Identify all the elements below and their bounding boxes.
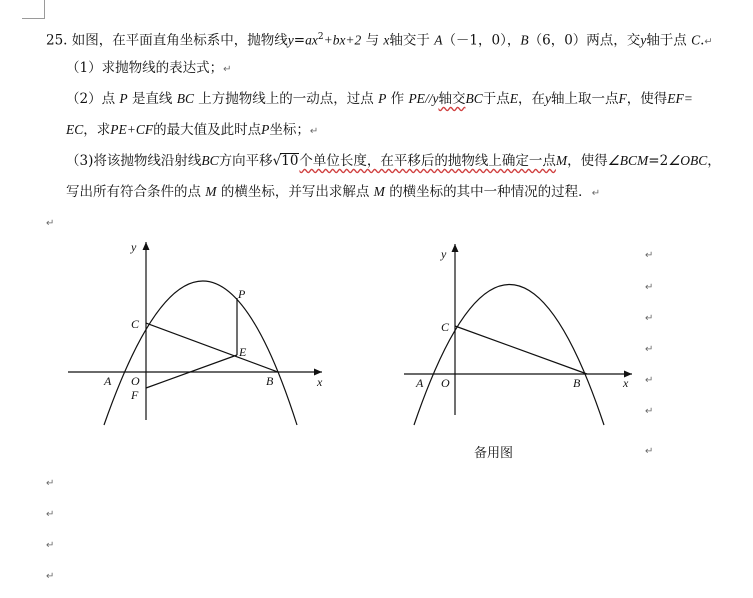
fig2-label-O: O xyxy=(441,376,450,390)
paragraph-mark: ↵ xyxy=(645,406,654,417)
fig2-y-arrow xyxy=(452,244,459,252)
text: 轴交于 xyxy=(389,32,430,49)
text: 写出所有符合条件的点 xyxy=(66,184,201,200)
eq-y: y xyxy=(287,32,294,48)
fig1-parabola xyxy=(104,281,297,425)
fig1-label-y: y xyxy=(131,240,137,254)
paragraph-mark: ↵ xyxy=(46,478,55,489)
text: 方向平移 xyxy=(218,153,273,169)
point-P: P xyxy=(378,91,387,106)
fig2-label-y: y xyxy=(441,247,447,261)
paragraph-mark: ↵ xyxy=(223,64,232,75)
var-y: y xyxy=(544,91,551,106)
paragraph-mark: ↵ xyxy=(645,313,654,324)
line-BC: BC xyxy=(176,91,194,106)
point-P: P xyxy=(261,122,270,137)
text: 个单位长度，在平移后的抛物线上确定一点 xyxy=(299,153,556,169)
fig2-parabola xyxy=(414,285,604,426)
paragraph-mark: ↵ xyxy=(46,509,55,520)
text: ，在 xyxy=(517,91,545,107)
text: ，使得 xyxy=(567,153,608,169)
point-M: M xyxy=(205,184,217,199)
fig2-label-B: B xyxy=(573,376,581,390)
point-F: F xyxy=(618,91,627,106)
expr-PE-CF: PE+CF xyxy=(110,122,154,137)
paragraph-mark: ↵ xyxy=(645,282,654,293)
text: ，求 xyxy=(83,122,111,138)
eq-sup: 2 xyxy=(317,32,324,42)
fig1-label-F: F xyxy=(131,388,139,402)
fig1-label-O: O xyxy=(131,374,140,388)
paragraph-mark: ↵ xyxy=(645,375,654,386)
fig1-label-P: P xyxy=(238,287,246,301)
part1-text: （1）求抛物线的表达式； xyxy=(66,60,224,76)
period: . xyxy=(700,32,705,49)
figure-1 xyxy=(68,242,322,425)
text: 作 xyxy=(390,91,405,107)
line-BC: BC xyxy=(465,91,483,106)
segment-EC: EC xyxy=(66,122,84,137)
figure-2-labels xyxy=(415,247,629,390)
parallel-sign: // xyxy=(424,91,433,106)
coords-B: （6，0）两点，交 xyxy=(528,32,641,49)
var-y: y xyxy=(432,91,439,106)
paragraph-mark: ↵ xyxy=(645,250,654,261)
point-B: B xyxy=(520,32,529,48)
fig1-label-E: E xyxy=(239,345,247,359)
paragraph-mark: ↵ xyxy=(645,446,654,457)
fig1-label-x: x xyxy=(317,375,323,389)
fig2-label-x: x xyxy=(623,376,629,390)
figure-2 xyxy=(404,244,632,425)
point-A: A xyxy=(434,32,443,48)
paragraph-mark: ↵ xyxy=(46,218,55,229)
fig1-label-C: C xyxy=(131,317,140,331)
text: ，使得 xyxy=(626,91,668,107)
eq-equals: = xyxy=(293,32,306,49)
point-E: E xyxy=(509,91,518,106)
text: 是直线 xyxy=(131,91,173,107)
paragraph-mark: ↵ xyxy=(46,571,55,582)
fig2-segment-CB xyxy=(455,326,587,374)
text: 于点 xyxy=(482,91,510,107)
eq-ax: ax xyxy=(305,32,318,48)
figure-1-labels xyxy=(103,240,323,402)
text: 上方抛物线上的一动点，过点 xyxy=(198,91,374,107)
text: 坐标； xyxy=(269,122,310,138)
paragraph-mark: ↵ xyxy=(46,540,55,551)
point-C: C xyxy=(691,32,701,48)
point-M: M xyxy=(555,153,568,168)
var-y: y xyxy=(640,32,647,48)
text: （2）点 xyxy=(66,91,116,107)
eq-rest: +bx+2 xyxy=(323,32,362,48)
text: ， xyxy=(707,153,721,169)
fig1-y-arrow xyxy=(143,242,150,250)
fig1-label-B: B xyxy=(266,374,274,388)
coords-A: （－1，0）， xyxy=(442,32,521,49)
paragraph-mark: ↵ xyxy=(704,36,713,48)
angle-BCM: ∠BCM xyxy=(607,153,649,168)
text: 轴交 xyxy=(438,91,466,107)
text: 的最大值及此时点 xyxy=(153,122,262,138)
sqrt-value: 10 xyxy=(281,153,299,169)
fig1-label-A: A xyxy=(104,374,112,388)
text: 轴上取一点 xyxy=(550,91,619,107)
text: 轴于点 xyxy=(646,32,687,49)
text: （3)将该抛物线沿射线 xyxy=(66,153,202,169)
problem-number: 25. xyxy=(46,32,68,49)
text: 的横坐标，并写出求解点 xyxy=(220,184,370,200)
point-M: M xyxy=(373,184,385,199)
text: 如图，在平面直角坐标系中，抛物线 xyxy=(71,32,288,49)
angle-OBC: ∠OBC xyxy=(668,153,708,168)
paragraph-mark: ↵ xyxy=(309,126,319,137)
text: 的横坐标的其中一种情况的过程． xyxy=(389,184,592,200)
point-P: P xyxy=(119,91,128,106)
text: 与 xyxy=(365,32,380,49)
fig2-label-C: C xyxy=(441,320,450,334)
var-x: x xyxy=(383,32,390,48)
text: =2 xyxy=(648,153,669,169)
ray-BC: BC xyxy=(201,153,219,168)
fig2-label-A: A xyxy=(416,376,424,390)
eq-EF: EF= xyxy=(667,91,693,106)
paragraph-mark: ↵ xyxy=(591,188,601,199)
sqrt-sign: √ xyxy=(272,153,282,169)
segment-PE: PE xyxy=(408,91,425,106)
figure-2-caption: 备用图 xyxy=(474,446,514,461)
paragraph-mark: ↵ xyxy=(645,344,654,355)
